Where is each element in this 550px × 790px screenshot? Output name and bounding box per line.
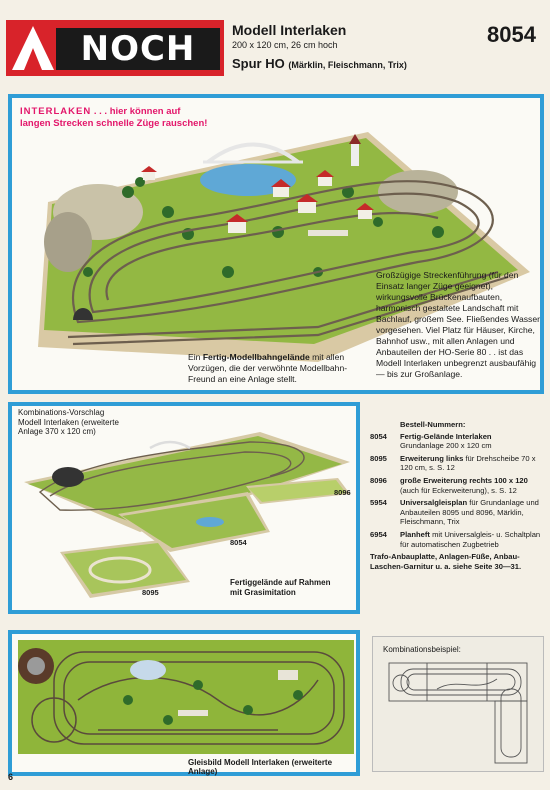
gauge-label: Spur HO [232,56,285,71]
order-text: für Drehscheibe 70 x 120 cm, s. S. 12 [400,453,536,473]
order-number: 8054 [370,431,387,441]
layout-description: Großzügige Streckenführung (für den Einsatz langer Züge geeignet), wirkungsvolle Brückenaufbauten, harmonisch gestaltete Landschaft mit Bachlauf, großem See. Fließendes Wasser vorgesehen. Viel Platz für Häuser, Kirche, Bahnhof usw., mit allen Anlagen und Anbauteilen der HO-Serie 80 . . ist das Modell Interlaken unbegrenzt ausbaufähig — bis zur Großanlage. [376,270,540,379]
page-number: 6 [8,772,14,782]
brand-band [6,20,224,76]
order-footer: Trafo-Anbauplatte, Anlagen-Füße, Anbau-Laschen-Garnitur u. a. siehe Seite 30—31. [370,552,522,571]
label-8096: 8096 [334,488,351,497]
article-number: 8054 [487,22,536,47]
intro-line2: langen Strecken schnelle Züge rauschen! [20,118,208,129]
label-8054: 8054 [230,538,247,547]
model-title: Modell Interlaken [232,22,347,38]
gauge-brands: (Märklin, Fleischmann, Trix) [288,60,407,70]
list-item [370,530,546,549]
combination-example-panel [372,636,544,772]
model-dimensions: 200 x 120 cm, 26 cm hoch [232,40,338,50]
caption-post: mit allen Vorzügen, die der verwöhnte Modellbahn-Freund an eine Anlage stellt. [188,352,348,384]
list-item [370,454,546,473]
intro-rest: . . . hier können auf [91,106,181,117]
order-bold: Planheft [400,529,430,539]
order-text: Grundanlage 200 x 120 cm [400,441,492,451]
order-bold: Fertig-Gelände Interlaken [400,431,492,441]
combination-label: Kombinations-Vorschlag Modell Interlaken (erweiterte Anlage 370 x 120 cm) [18,408,119,436]
list-item [370,476,546,495]
track-plan-caption: Gleisbild Modell Interlaken (erweiterte Anlage) [188,758,333,776]
order-bold: Erweiterung links [400,453,464,463]
main-layout-panel [8,94,544,394]
caption-line2: mit Grasimitation [230,588,296,597]
order-text: für Grundanlage und Anbauteilen 8095 und 8096, Märklin, Fleischmann, Trix [400,498,539,527]
order-number: 6954 [370,529,387,539]
combination-panel [8,402,360,614]
layout-caption [188,352,368,385]
combination-example-label: Kombinationsbeispiel: [383,645,461,654]
track-plan-photo [18,640,354,754]
order-numbers [370,420,546,571]
combination-caption [230,578,330,598]
combination-diagram [387,659,531,767]
caption-pre: Ein [188,352,203,362]
caption-line1: Fertiggelände auf Rahmen [230,578,331,587]
order-number: 8096 [370,475,387,485]
order-text: mit Universalgleis- u. Schaltplan für automatischen Zugbetrieb [400,529,541,549]
page-header [6,20,544,76]
intro-highlight: INTERLAKEN [20,106,92,117]
order-number: 5954 [370,498,387,508]
caption-bold: Fertig-Modellbahngelände [202,352,310,362]
order-title: Bestell-Nummern: [400,420,466,429]
list-item [370,498,546,527]
noch-logo-icon [12,26,54,70]
order-text: (auch für Eckerweiterung), s. S. 12 [400,485,517,495]
list-item [370,432,546,451]
order-bold: Universalgleisplan [400,498,468,508]
label-8095: 8095 [142,588,159,597]
order-number: 8095 [370,453,387,463]
order-bold: große Erweiterung rechts 100 x 120 [400,475,528,485]
track-plan-panel [8,630,360,776]
brand-logo: NOCH [56,28,220,70]
gauge [232,56,407,71]
